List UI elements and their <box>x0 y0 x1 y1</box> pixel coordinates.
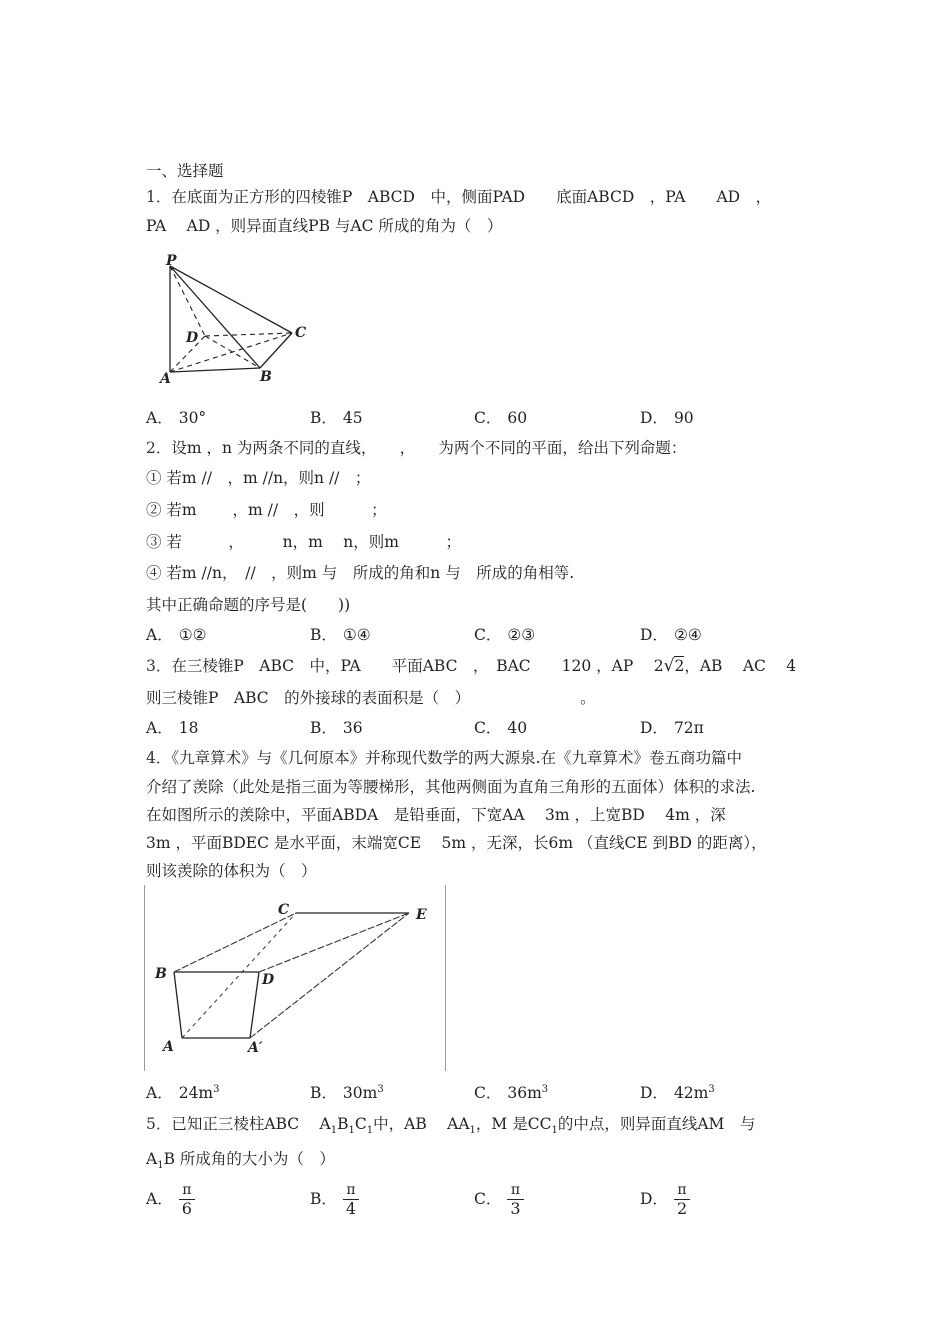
q3-text-1a: 在三棱锥P ABC 中，PA 平面ABC ， BAC 120 ，AP 2 <box>171 657 664 675</box>
q5-text-1f: 的中点，则异面直线AM 与 <box>557 1115 756 1133</box>
q5-option-a[interactable]: A． $\frac{\pi}{6}$ <box>146 1182 195 1217</box>
q3-text-2: 则三棱锥P ABC 的外接球的表面积是（ ） <box>146 689 471 707</box>
q5-sub-6: 1 <box>157 1160 164 1171</box>
q4-option-d[interactable]: D． $42m^3$ <box>640 1084 715 1102</box>
q2-text-1: 设m ，n 为两条不同的直线， ， 为两个不同的平面，给出下列命题： <box>171 439 687 457</box>
q5-text-1d: 中，AB AA <box>373 1115 470 1133</box>
q5-sub-5: 1 <box>551 1125 558 1136</box>
q2-option-b[interactable]: B． ①④ <box>310 626 371 644</box>
label-a-prime: A′ <box>248 1040 263 1056</box>
q3-option-a[interactable]: A． 18 <box>146 719 199 737</box>
q3-line1 <box>146 655 796 677</box>
q4-solid-figure <box>144 885 446 1071</box>
q2-statement-4: ④ 若m //n， // ，则m 与 所成的角和n 与 所成的角相等. <box>146 564 575 582</box>
q5-text-2b: B 所成角的大小为（ ） <box>163 1150 335 1168</box>
q3-line2 <box>146 687 596 709</box>
q5-line2 <box>146 1148 335 1177</box>
q2-statement-3: ③ 若 ， n，m n，则m ； <box>146 533 461 551</box>
q1-options <box>146 406 766 430</box>
edge-pc <box>170 266 292 333</box>
q2-options <box>146 623 766 647</box>
q1-number: 1． <box>146 188 172 206</box>
label-b: B <box>155 966 167 982</box>
q5-option-c[interactable]: C． $\frac{\pi}{3}$ <box>474 1182 524 1217</box>
q5-text-1a: 已知正三棱柱ABC A <box>171 1115 331 1133</box>
label-b: B <box>260 369 272 385</box>
label-a: A <box>163 1039 174 1055</box>
q5-text-1e: ，M 是CC <box>475 1115 552 1133</box>
q1-option-d[interactable]: D． 90 <box>640 409 694 427</box>
sqrt-icon: √ <box>663 656 675 676</box>
label-c: C <box>278 902 290 918</box>
q5-text-1c: C <box>354 1115 367 1133</box>
label-c: C <box>295 325 307 341</box>
q3-number: 3． <box>146 657 172 675</box>
q4-option-c[interactable]: C． $36m^3$ <box>474 1084 549 1102</box>
edge-ba <box>174 972 182 1038</box>
label-p: P <box>166 253 177 269</box>
q3-option-c[interactable]: C． 40 <box>474 719 528 737</box>
q5-sub-3: 1 <box>366 1125 374 1136</box>
q4-text-2: 介绍了羡除（此处是指三面为等腰梯形，其他两侧面为直角三角形的五面体）体积的求法. <box>146 778 756 796</box>
q5-sub-1: 1 <box>330 1125 338 1136</box>
q2-line1 <box>146 437 686 459</box>
q1-text-1: 在底面为正方形的四棱锥P ABCD 中，侧面PAD 底面ABCD ，PA AD ， <box>171 188 772 206</box>
label-e: E <box>416 907 427 923</box>
fraction: $\frac{\pi}{4}$ <box>343 1182 359 1217</box>
q2-statement-2: ② 若m ，m // ，则 ； <box>146 501 387 519</box>
edge-pb <box>170 266 260 368</box>
q1-text-2: PA AD ，则异面直线PB 与AC 所成的角为（ ） <box>146 217 503 235</box>
edge-ac <box>182 913 296 1038</box>
q4-text-3: 在如图所示的羡除中，平面ABDA 是铅垂面，下宽AA 3m ，上宽BD 4m ，深 <box>146 806 726 824</box>
q4-text-4: 3m ，平面BDEC 是水平面，末端宽CE 5m ，无深，长6m （直线CE 到BD 的距离）， <box>146 834 767 852</box>
q4-text-1: 《九章算术》与《几何原本》并称现代数学的两大源泉.在《九章算术》卷五商功篇中 <box>171 749 743 767</box>
fraction: $\frac{\pi}{3}$ <box>507 1182 523 1217</box>
q2-prompt: 其中正确命题的序号是( )) <box>146 596 351 614</box>
q5-option-b[interactable]: B． $\frac{\pi}{4}$ <box>310 1182 359 1217</box>
q1-line1 <box>146 186 771 208</box>
q1-option-a[interactable]: A． 30° <box>146 409 207 427</box>
q4-options <box>146 1081 766 1105</box>
q3-dot: 。 <box>580 689 596 707</box>
q4-option-a[interactable]: A． $24m^3$ <box>146 1084 220 1102</box>
edge-pd <box>170 266 205 336</box>
q5-number: 5． <box>146 1115 172 1133</box>
q5-option-d[interactable]: D． $\frac{\pi}{2}$ <box>640 1182 690 1217</box>
section-title: 一、选择题 <box>146 162 224 180</box>
q4-line1 <box>146 747 742 769</box>
q3-option-b[interactable]: B． 36 <box>310 719 363 737</box>
q5-line1 <box>146 1113 755 1142</box>
edge-bc <box>174 913 296 972</box>
edge-dc <box>205 333 292 336</box>
q5-options <box>146 1182 766 1228</box>
q2-option-d[interactable]: D． ②④ <box>640 626 702 644</box>
edge-ab <box>170 368 260 372</box>
q3-option-d[interactable]: D． 72π <box>640 719 704 737</box>
q4-number: 4． <box>146 749 172 767</box>
q5-sub-2: 1 <box>348 1125 355 1136</box>
q3-sqrt-value: 2 <box>674 657 685 675</box>
q2-option-a[interactable]: A． ①② <box>146 626 207 644</box>
edge-de <box>259 913 409 972</box>
q5-text-2a: A <box>146 1150 158 1168</box>
label-d: D <box>262 972 275 988</box>
q3-options <box>146 716 766 740</box>
fraction: $\frac{\pi}{2}$ <box>674 1182 690 1217</box>
q1-pyramid-figure <box>150 252 320 387</box>
q5-sub-4: 1 <box>469 1125 476 1136</box>
edge-a2d <box>250 972 259 1038</box>
q1-option-b[interactable]: B． 45 <box>310 409 363 427</box>
label-a: A <box>160 371 171 387</box>
q4-option-b[interactable]: B． $30m^3$ <box>310 1084 384 1102</box>
fraction: $\frac{\pi}{6}$ <box>179 1182 195 1217</box>
q3-text-1b: ，AB AC 4 <box>684 657 797 675</box>
q2-option-c[interactable]: C． ②③ <box>474 626 536 644</box>
q2-statement-1: ① 若m // ，m //n，则n // ； <box>146 469 371 487</box>
q5-text-1b: B <box>337 1115 349 1133</box>
edge-db <box>205 336 260 368</box>
label-d: D <box>186 330 199 346</box>
q2-number: 2． <box>146 439 172 457</box>
q4-text-5: 则该羡除的体积为（ ） <box>146 862 317 880</box>
q1-option-c[interactable]: C． 60 <box>474 409 528 427</box>
